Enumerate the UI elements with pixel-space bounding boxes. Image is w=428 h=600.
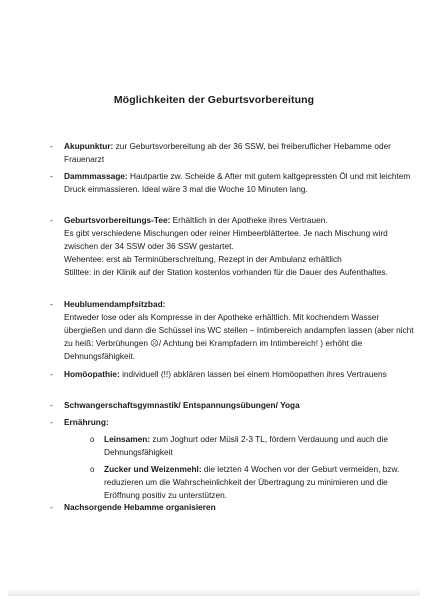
item-text (64, 170, 414, 196)
list-dash: - (50, 215, 53, 225)
item-heading: Dammmassage: (64, 171, 128, 181)
list-dash: - (50, 141, 53, 151)
list-item-ernaehrung (50, 416, 414, 429)
item-heading: Nachsorgende Hebamme organisieren (64, 502, 216, 512)
list-dash: - (50, 400, 53, 410)
list-item-gymnastik (50, 399, 414, 412)
item-body: individuell (!!) abklären lassen bei einem Homöopathen ihres Vertrauens (119, 369, 387, 379)
item-heading: Heublumendampfsitzbad: (64, 299, 166, 309)
list-item-heublumen (50, 298, 414, 363)
list-item-tee (50, 214, 414, 279)
item-paragraph: Entweder lose oder als Kompresse in der Apotheke erhältlich. Mit kochendem Wasser übergießen und dann die Schüssel ins WC stellen – Intimbereich andampfen lassen (aber nicht zu heiß: Verbrühungen ☹/ Achtung bei Krampfadern im Intimbereich! ) erhöht die Dehnungsfähigkeit. (64, 312, 414, 361)
item-heading: Homöopathie: (64, 369, 120, 379)
item-paragraph: Es gibt verschiedene Mischungen oder reiner Himbeerblättertee. Je nach Mischung wird zwischen der 34 SSW oder 36 SSW gestartet. (64, 228, 388, 251)
item-body: zur Geburtsvorbereitung ab der 36 SSW, bei freiberuflicher Hebamme oder Frauenarzt (64, 141, 391, 164)
item-heading: Schwangerschaftsgymnastik/ Entspannungsübungen/ Yoga (64, 400, 300, 410)
item-text (64, 298, 414, 311)
item-body: Hautpartie zw. Scheide & After mit gutem kaltgepressten Öl und mit leichtem Druck einmassieren. Ideal wäre 3 mal die Woche 10 Minuten lang. (64, 171, 411, 194)
item-text (64, 399, 414, 412)
sub-item-heading: Zucker und Weizenmehl: (104, 464, 202, 474)
sub-item-body: zum Joghurt oder Müsli 2-3 TL, fördern Verdauung und auch die Dehnungsfähigkeit (104, 434, 388, 457)
list-item-akupunktur (50, 140, 414, 166)
item-paragraph: Stilltee: in der Klinik auf der Station kostenlos vorhanden für die Dauer des Aufenthaltes. (64, 267, 388, 277)
sub-bullet: o (90, 435, 95, 444)
item-paragraph: Wehentee: erst ab Terminüberschreitung, Rezept in der Ambulanz erhältlich (64, 254, 342, 264)
sub-item-text (104, 434, 388, 457)
item-text (64, 214, 414, 227)
item-heading: Akupunktur: (64, 141, 114, 151)
list-dash: - (50, 417, 53, 427)
list-item-dammmassage (50, 170, 414, 196)
document-title: Möglichkeiten der Geburtsvorbereitung (113, 94, 315, 106)
list-dash: - (50, 369, 53, 379)
item-heading: Ernährung: (64, 417, 109, 427)
list-dash: - (50, 502, 53, 512)
sub-item-text (104, 464, 399, 500)
list-item-homoeopathie (50, 368, 414, 381)
scan-shadow (8, 588, 420, 596)
list-dash: - (50, 299, 53, 309)
item-text (64, 501, 414, 514)
sub-item-heading: Leinsamen: (104, 434, 151, 444)
item-text (64, 368, 414, 381)
item-body: Erhältlich in der Apotheke ihres Vertrauen. (170, 215, 328, 225)
list-item-nachsorge (50, 501, 414, 514)
sub-item-zucker (90, 463, 414, 502)
item-text (64, 416, 414, 429)
sub-item-body: die letzten 4 Wochen vor der Geburt vermeiden, bzw. reduzieren um die Wahrscheinlichkeit der Übertragung zu minimieren und die Eröffnung positiv zu unterstützen. (104, 464, 400, 500)
item-heading: Geburtsvorbereitungs-Tee: (64, 215, 171, 225)
list-dash: - (50, 171, 53, 181)
sub-item-leinsamen (90, 433, 414, 459)
item-text (64, 140, 414, 166)
sub-bullet: o (90, 465, 95, 474)
